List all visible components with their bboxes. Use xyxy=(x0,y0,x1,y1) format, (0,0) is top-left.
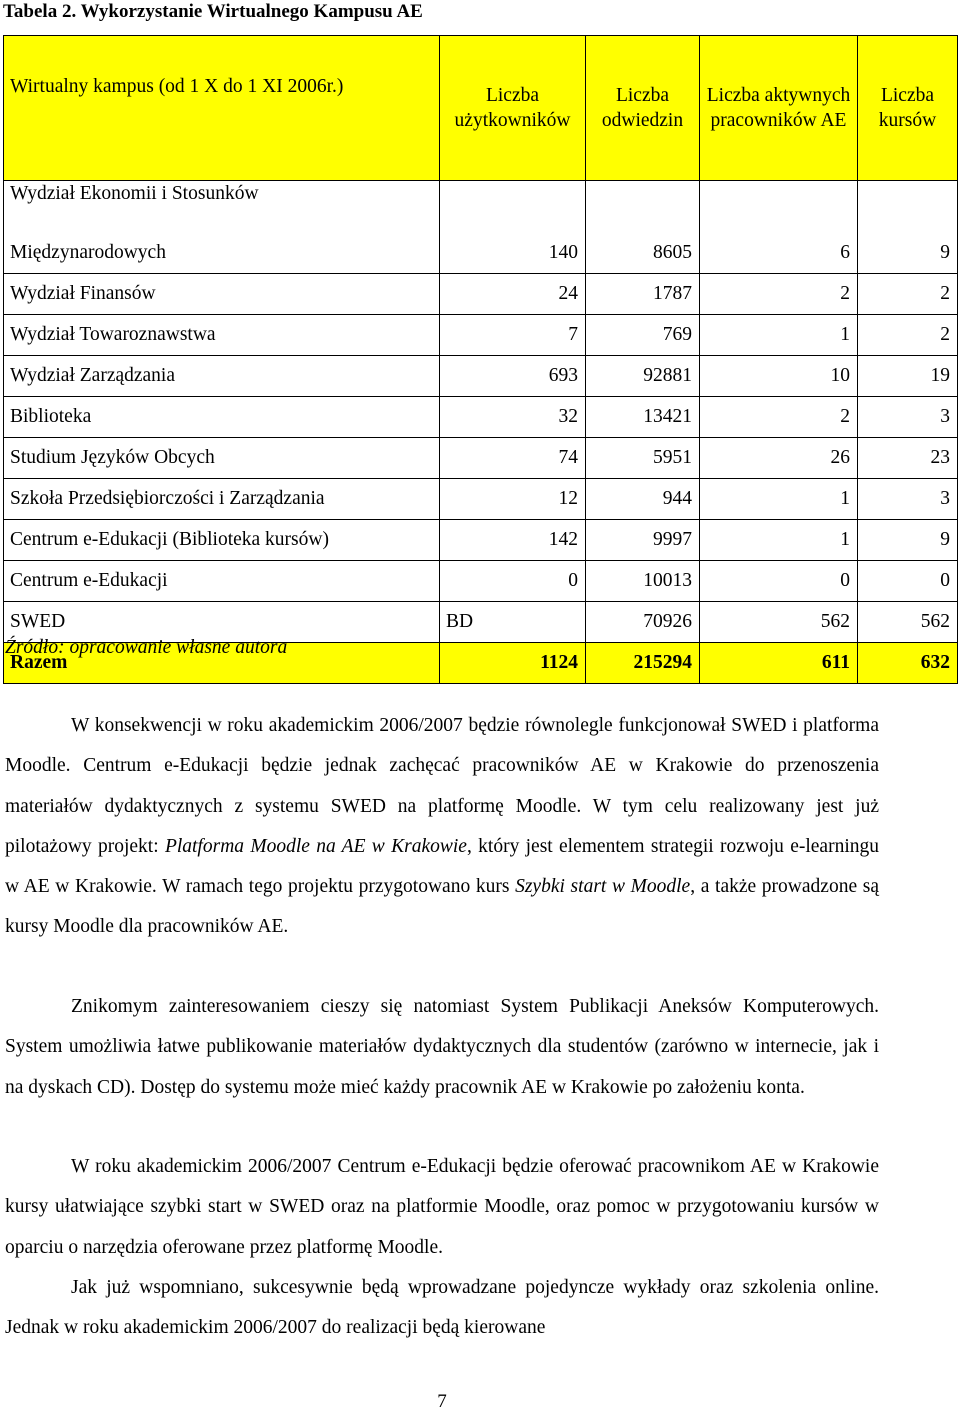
row-name: Wydział Towaroznawstwa xyxy=(4,315,440,356)
page-number: 7 xyxy=(437,1391,447,1412)
header-visits: Liczba odwiedzin xyxy=(586,36,700,181)
row-users: 12 xyxy=(440,479,586,520)
row-visits: 1787 xyxy=(586,274,700,315)
header-row-label: Wirtualny kampus (od 1 X do 1 XI 2006r.) xyxy=(4,36,440,181)
paragraph-4 xyxy=(5,1268,879,1349)
row-name: Wydział Finansów xyxy=(4,274,440,315)
row-staff: 562 xyxy=(700,602,858,643)
table-row xyxy=(4,315,958,356)
row-visits: 10013 xyxy=(586,561,700,602)
row-users: 693 xyxy=(440,356,586,397)
paragraph-2 xyxy=(5,987,879,1108)
paragraph-1-text-c: , który jest elementem strategii rozwoju e-learningu w AE w Krakowie. W ramach tego projektu przygotowano kurs xyxy=(5,835,879,898)
table-header-row xyxy=(4,36,958,181)
row-courses: 3 xyxy=(858,479,958,520)
row-users: 32 xyxy=(440,397,586,438)
row-users: BD xyxy=(440,602,586,643)
row-users: 142 xyxy=(440,520,586,561)
row-courses: 3 xyxy=(858,397,958,438)
row-staff: 0 xyxy=(700,561,858,602)
table-source-note: Źródło: opracowanie własne autora xyxy=(5,637,288,658)
paragraph-2-text: Znikomym zainteresowaniem cieszy się natomiast System Publikacji Aneksów Komputerowych. System umożliwia łatwe publikowanie materiałów dydaktycznych dla studentów (zarówno w internecie, jak i na dyskach CD). Dostęp do systemu może mieć każdy pracownik AE w Krakowie po założeniu konta. xyxy=(5,996,879,1098)
row-visits: 944 xyxy=(586,479,700,520)
row-staff: 1 xyxy=(700,520,858,561)
row-visits: 769 xyxy=(586,315,700,356)
row-visits: 13421 xyxy=(586,397,700,438)
row-staff: 2 xyxy=(700,274,858,315)
paragraph-3-text: W roku akademickim 2006/2007 Centrum e-Edukacji będzie oferować pracownikom AE w Krakowie kursy ułatwiające szybki start w SWED oraz na platformie Moodle, oraz pomoc w przygotowaniu kursów w oparciu o narzędzia oferowane przez platformę Moodle. xyxy=(5,1156,879,1258)
row-name-line1: Wydział Ekonomii i Stosunków xyxy=(4,181,440,234)
row-staff: 10 xyxy=(700,356,858,397)
paragraph-1-text-a: W konsekwencji w roku akademickim 2006/2007 będzie równolegle funkcjonował SWED i platforma Moodle. Centrum e-Edukacji będzie jednak zachęcać pracowników AE w Krakowie do przenoszenia materiałów dydaktycznych z systemu SWED na platformę Moodle. W tym celu realizowany jest już pilotażowy projekt: xyxy=(5,715,879,857)
row-users: 74 xyxy=(440,438,586,479)
table-row xyxy=(4,520,958,561)
table-row xyxy=(4,397,958,438)
row-staff: 1 xyxy=(700,479,858,520)
total-label: Razem xyxy=(4,643,440,684)
table-caption: Tabela 2. Wykorzystanie Wirtualnego Kampusu AE xyxy=(3,1,423,22)
row-name: Centrum e-Edukacji xyxy=(4,561,440,602)
row-name: Studium Języków Obcych xyxy=(4,438,440,479)
total-courses: 632 xyxy=(858,643,958,684)
table-row xyxy=(4,233,958,274)
row-visits: 70926 xyxy=(586,602,700,643)
row-courses: 2 xyxy=(858,274,958,315)
table-row xyxy=(4,438,958,479)
row-users: 140 xyxy=(440,233,586,274)
header-active-staff: Liczba aktywnych pracowników AE xyxy=(700,36,858,181)
total-visits: 215294 xyxy=(586,643,700,684)
total-users: 1124 xyxy=(440,643,586,684)
paragraph-3 xyxy=(5,1147,879,1268)
paragraph-4-text: Jak już wspomniano, sukcesywnie będą wprowadzane pojedyncze wykłady oraz szkolenia online. Jednak w roku akademickim 2006/2007 do realizacji będą kierowane xyxy=(5,1277,879,1339)
row-courses: 562 xyxy=(858,602,958,643)
row-staff: 26 xyxy=(700,438,858,479)
header-courses: Liczba kursów xyxy=(858,36,958,181)
paragraph-1-title-course: Szybki start w Moodle xyxy=(515,876,691,898)
row-name: Szkoła Przedsiębiorczości i Zarządzania xyxy=(4,479,440,520)
header-users: Liczba użytkowników xyxy=(440,36,586,181)
row-courses: 0 xyxy=(858,561,958,602)
row-name: Centrum e-Edukacji (Biblioteka kursów) xyxy=(4,520,440,561)
paragraph-1-text-e: , a także prowadzone są kursy Moodle dla pracowników AE. xyxy=(5,876,879,938)
total-staff: 611 xyxy=(700,643,858,684)
row-visits: 8605 xyxy=(586,233,700,274)
row-staff: 1 xyxy=(700,315,858,356)
row-users: 7 xyxy=(440,315,586,356)
row-visits: 5951 xyxy=(586,438,700,479)
table-row xyxy=(4,181,958,234)
row-name: Wydział Zarządzania xyxy=(4,356,440,397)
table-row xyxy=(4,561,958,602)
row-staff: 2 xyxy=(700,397,858,438)
row-name: Biblioteka xyxy=(4,397,440,438)
paragraph-1-title-platform: Platforma Moodle na AE w Krakowie xyxy=(164,835,467,857)
paragraph-1 xyxy=(5,706,879,948)
table-row xyxy=(4,274,958,315)
row-staff: 6 xyxy=(700,233,858,274)
row-name: Międzynarodowych xyxy=(4,233,440,274)
row-users: 24 xyxy=(440,274,586,315)
row-courses: 9 xyxy=(858,520,958,561)
row-courses: 19 xyxy=(858,356,958,397)
row-users: 0 xyxy=(440,561,586,602)
table-row xyxy=(4,479,958,520)
row-visits: 9997 xyxy=(586,520,700,561)
row-courses: 2 xyxy=(858,315,958,356)
row-courses: 9 xyxy=(858,233,958,274)
row-name: SWED xyxy=(4,602,440,643)
row-courses: 23 xyxy=(858,438,958,479)
table-row xyxy=(4,356,958,397)
campus-usage-table xyxy=(3,35,958,684)
row-visits: 92881 xyxy=(586,356,700,397)
